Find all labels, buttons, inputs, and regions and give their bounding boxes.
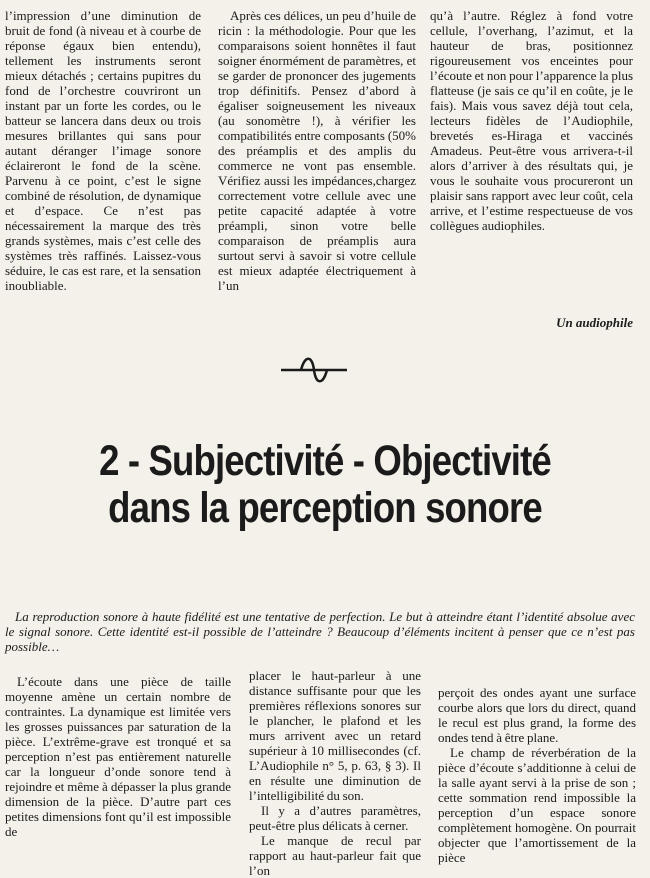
paragraph: Le champ de réverbération de la pièce d’écoute s’additionne à celui de la salle ayant servi à la prise de son ; cette sommation rend impossible la perception d’un espace sonore complètement homogène. On pourrait objecter que l’amortissement de la pièce	[438, 745, 636, 865]
author-signature: Un audiophile	[556, 315, 633, 330]
top-column-3	[430, 8, 633, 233]
top-column-1	[5, 8, 201, 293]
section-title	[66, 438, 585, 532]
section-title-line-1: 2 - Subjectivité - Objectivité	[99, 437, 551, 485]
bottom-column-2	[249, 668, 421, 878]
paragraph: Il y a d’autres paramètres, peut-être plus délicats à cerner.	[249, 803, 421, 833]
bottom-column-3	[438, 685, 636, 865]
top-column-2	[218, 8, 416, 293]
paragraph: Le manque de recul par rapport au haut-parleur fait que l’on	[249, 833, 421, 878]
paragraph: placer le haut-parleur à une distance suffisante pour que les premières réflexions sonores sur le plancher, le plafond et les murs arrivent avec un retard supérieur à 10 millisecondes (cf. L’Audiophile n° 5, p. 63, § 3). Il en résulte une diminution de l’intelligibilité du son.	[249, 668, 421, 803]
paragraph: L’écoute dans une pièce de taille moyenne amène un certain nombre de contraintes. La dynamique est limitée vers les grosses puissances par saturation de la pièce. L’extrême-grave est tronqué et sa perception n’est pas entièrement naturelle car la longueur d’onde sonore tend à rejoindre et même à dépasser la plus grande dimension de la pièce. D’autre part ces petites dimensions font qu’il est impossible de	[5, 674, 231, 839]
bottom-column-1	[5, 674, 231, 839]
section-title-line-2: dans la perception sonore	[108, 484, 542, 532]
paragraph: perçoit des ondes ayant une surface courbe alors que lors du direct, quand le recul est plus grand, la forme des ondes tend à être plane.	[438, 685, 636, 745]
paragraph: Après ces délices, un peu d’huile de ricin : la méthodologie. Pour que les comparaisons soient honnêtes il faut soigner énormément de paramètres, et se garder de prononcer des jugements trop définitifs. Pensez d’abord à égaliser soigneusement les niveaux (au sonomètre !), à vérifier les compatibilités entre composants (50% des préamplis et des amplis du commerce ne vont pas ensemble. Vérifiez aussi les impédances,chargez correctement votre cellule avec une petite capacité adaptée à votre préampli, sinon votre belle comparaison de préamplis aura surtout servi à savoir si votre cellule est mieux adaptée électriquement à l’un	[218, 8, 416, 293]
paragraph: l’impression d’une diminution de bruit de fond (à niveau et à courbe de réponse égaux bien entendu), tellement les instruments seront mieux détachés ; certains pupitres du fond de l’orchestre couvriront un instant par un forte les cordes, ou le batteur se lancera dans deux ou trois mesures brillantes qui sans pour autant déranger l’image sonore éclaireront le fond de la scène. Parvenu à ce point, c’est le signe combiné de résolution, de dynamique et d’espace. Ce n’est pas nécessairement la marque des très grands systèmes, mais c’est celle des systèmes très raffinés. Laissez-vous séduire, le cas est rare, et la sensation inoubliable.	[5, 8, 201, 293]
intro-paragraph: La reproduction sonore à haute fidélité est une tentative de perfection. Le but à atteindre étant l’identité absolue avec le signal sonore. Cette identité est-il possible de l’atteindre ? Beaucoup d’éléments incitent à penser que ce n’est pas possible…	[5, 609, 635, 654]
paragraph: qu’à l’autre. Réglez à fond votre cellule, l’overhang, l’azimut, et la hauteur de bras, positionnez rigoureusement vos enceintes pour l’écoute et non pour l’apparence la plus flatteuse (je sais ce qu’il en coûte, je le fais). Mais vous savez déjà tout cela, lecteurs fidèles de l’Audiophile, brevetés es-Hiraga et vaccinés Amadeus. Peut-être vous arrivera-t-il alors d’arriver à des résultats qui, je vous le souhaite vous procureront un plaisir sans rapport avec leur coût, cela arrive, et l’estime respectueuse de vos collègues audiophiles.	[430, 8, 633, 233]
sine-wave-separator-icon	[281, 357, 347, 383]
